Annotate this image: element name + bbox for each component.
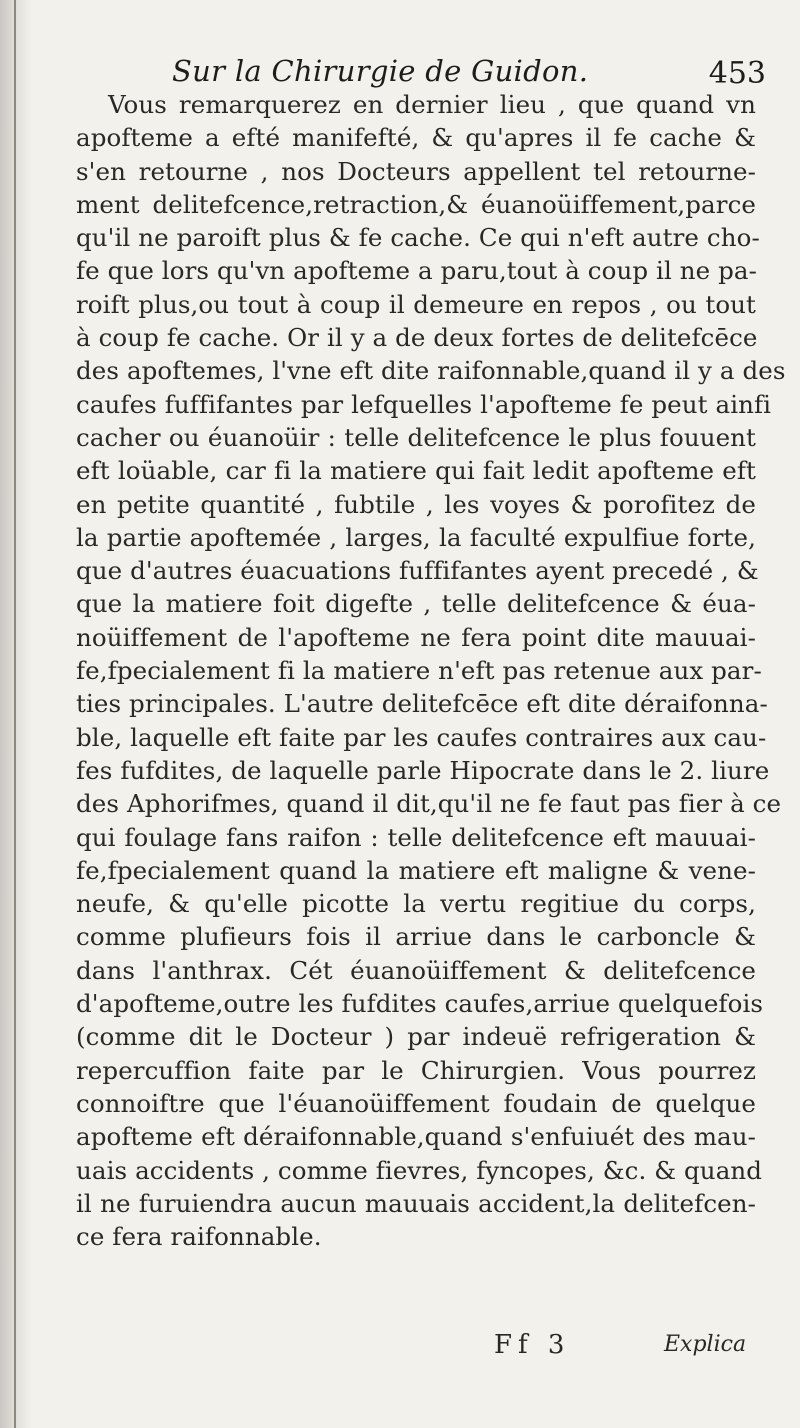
text-line: il ne furuiendra aucun mauuais accident,la delitefcen-: [76, 1188, 756, 1218]
text-line: uais accidents , comme fievres, fyncopes, &c. & quand: [76, 1155, 763, 1185]
text-line: à coup fe cache. Or il y a de deux fortes de delitefcēce: [76, 323, 758, 353]
text-line: des apoftemes, l'vne eft dite raifonnable,quand il y a des: [76, 356, 786, 386]
signature-mark: Ff 3: [494, 1330, 571, 1360]
text-line: comme plufieurs fois il arriue dans le carboncle &: [76, 922, 756, 952]
text-line: ble, laquelle eft faite par les caufes contraires aux cau-: [76, 722, 767, 752]
text-line: noüiffement de l'apofteme ne fera point dite mauuai-: [76, 622, 756, 652]
text-line: qui foulage fans raifon : telle delitefcence eft mauuai-: [76, 822, 756, 852]
text-line: cacher ou éuanoüir : telle delitefcence le plus fouuent: [76, 422, 756, 452]
text-line: neufe, & qu'elle picotte la vertu regitiue du corps,: [76, 889, 756, 919]
text-line: s'en retourne , nos Docteurs appellent tel retourne-: [76, 156, 756, 186]
text-line: repercuffion faite par le Chirurgien. Vous pourrez: [76, 1055, 756, 1085]
running-head-title: Sur la Chirurgie de Guidon.: [172, 54, 589, 88]
text-line: caufes fuffifantes par lefquelles l'apofteme fe peut ainfi: [76, 389, 772, 419]
text-line: la partie apoftemée , larges, la faculté expulfiue forte,: [76, 522, 756, 552]
text-line: roift plus,ou tout à coup il demeure en repos , ou tout: [76, 289, 756, 319]
text-line: dans l'anthrax. Cét éuanoüiffement & delitefcence: [76, 955, 756, 985]
text-line: connoiftre que l'éuanoüiffement foudain de quelque: [76, 1088, 756, 1118]
text-line: fe que lors qu'vn apofteme a paru,tout à coup il ne pa-: [76, 256, 758, 286]
text-line: que d'autres éuacuations fuffifantes ayent precedé , &: [76, 556, 759, 586]
page-footer: [0, 1330, 800, 1370]
text-line: fe,fpecialement fi la matiere n'eft pas retenue aux par-: [76, 656, 762, 686]
text-line: d'apofteme,outre les fufdites caufes,arriue quelquefois: [76, 989, 764, 1019]
text-line: que la matiere foit digefte , telle delitefcence & éua-: [76, 589, 756, 619]
page-number: 453: [708, 56, 766, 91]
text-line: Vous remarquerez en dernier lieu , que quand vn: [108, 90, 756, 119]
text-line: en petite quantité , fubtile , les voyes & porofitez de: [76, 489, 756, 519]
text-line: fe,fpecialement quand la matiere eft maligne & vene-: [76, 855, 756, 885]
text-line: qu'il ne paroift plus & fe cache. Ce qui n'eft autre cho-: [76, 223, 760, 253]
body-text: [76, 88, 786, 1253]
text-line: apofteme a efté manifefté, & qu'apres il fe cache &: [76, 123, 756, 153]
text-line: apofteme eft déraifonnable,quand s'enfuiuét des mau-: [76, 1122, 756, 1152]
text-line: ment delitefcence,retraction,& éuanoüiffement,parce: [76, 189, 756, 219]
text-line: ce fera raifonnable.: [76, 1222, 322, 1252]
text-line: ties principales. L'autre delitefcēce eft dite déraifonna-: [76, 689, 768, 719]
text-line: fes fufdites, de laquelle parle Hipocrate dans le 2. liure: [76, 755, 770, 785]
text-line: (comme dit le Docteur ) par indeuë refrigeration &: [76, 1022, 756, 1052]
text-line: des Aphorifmes, quand il dit,qu'il ne fe faut pas fier à ce: [76, 789, 782, 819]
catchword: Explica: [664, 1332, 747, 1357]
page-gutter: [0, 0, 32, 1428]
binding-edge: [14, 0, 16, 1428]
text-line: eft loüable, car fi la matiere qui fait ledit apofteme eft: [76, 456, 756, 486]
